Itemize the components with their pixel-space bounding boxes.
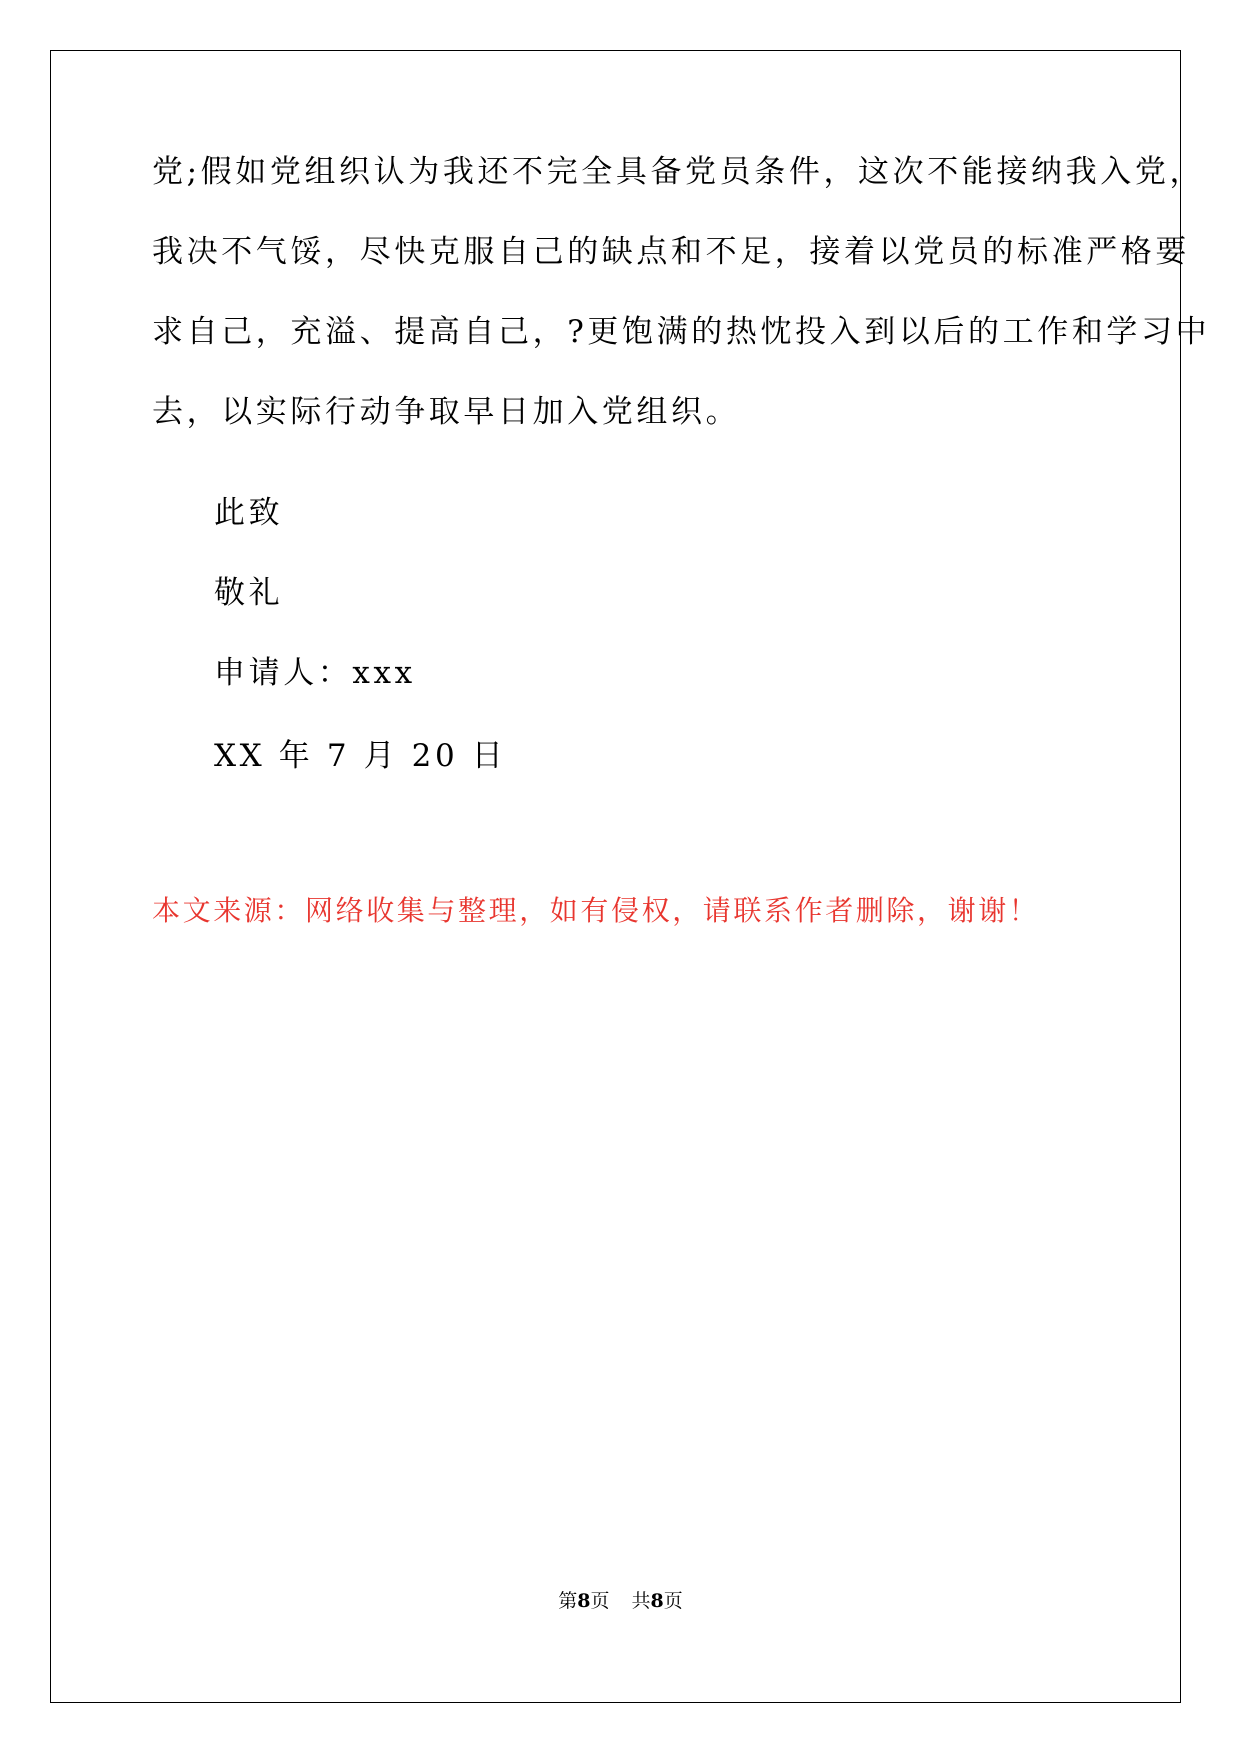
total-suffix: 页 [663,1590,683,1612]
current-page-number: 8 [577,1590,591,1612]
body-line-2: 我决不气馁，尽快克服自己的缺点和不足，接着以党员的标准严格要 [152,234,1190,270]
body-line-3: 求自己，充溢、提高自己，?更饱满的热忱投入到以后的工作和学习中 [152,314,1211,350]
application-date: XX 年 7 月 20 日 [214,738,507,774]
source-disclaimer: 本文来源：网络收集与整理，如有侵权，请联系作者删除，谢谢！ [152,894,1040,927]
body-line-4: 去，以实际行动争取早日加入党组织。 [152,394,741,430]
closing-regards: 敬礼 [214,575,284,611]
page-footer [0,1589,1241,1613]
total-page-number: 8 [650,1590,664,1612]
page-prefix: 第 [558,1590,578,1612]
closing-salutation: 此致 [214,495,284,531]
total-prefix: 共 [631,1590,651,1612]
page-suffix: 页 [590,1590,610,1612]
body-line-1: 党;假如党组织认为我还不完全具备党员条件，这次不能接纳我入党， [152,154,1205,190]
applicant-signature: 申请人：xxx [214,655,416,691]
page-border [50,50,1181,1703]
